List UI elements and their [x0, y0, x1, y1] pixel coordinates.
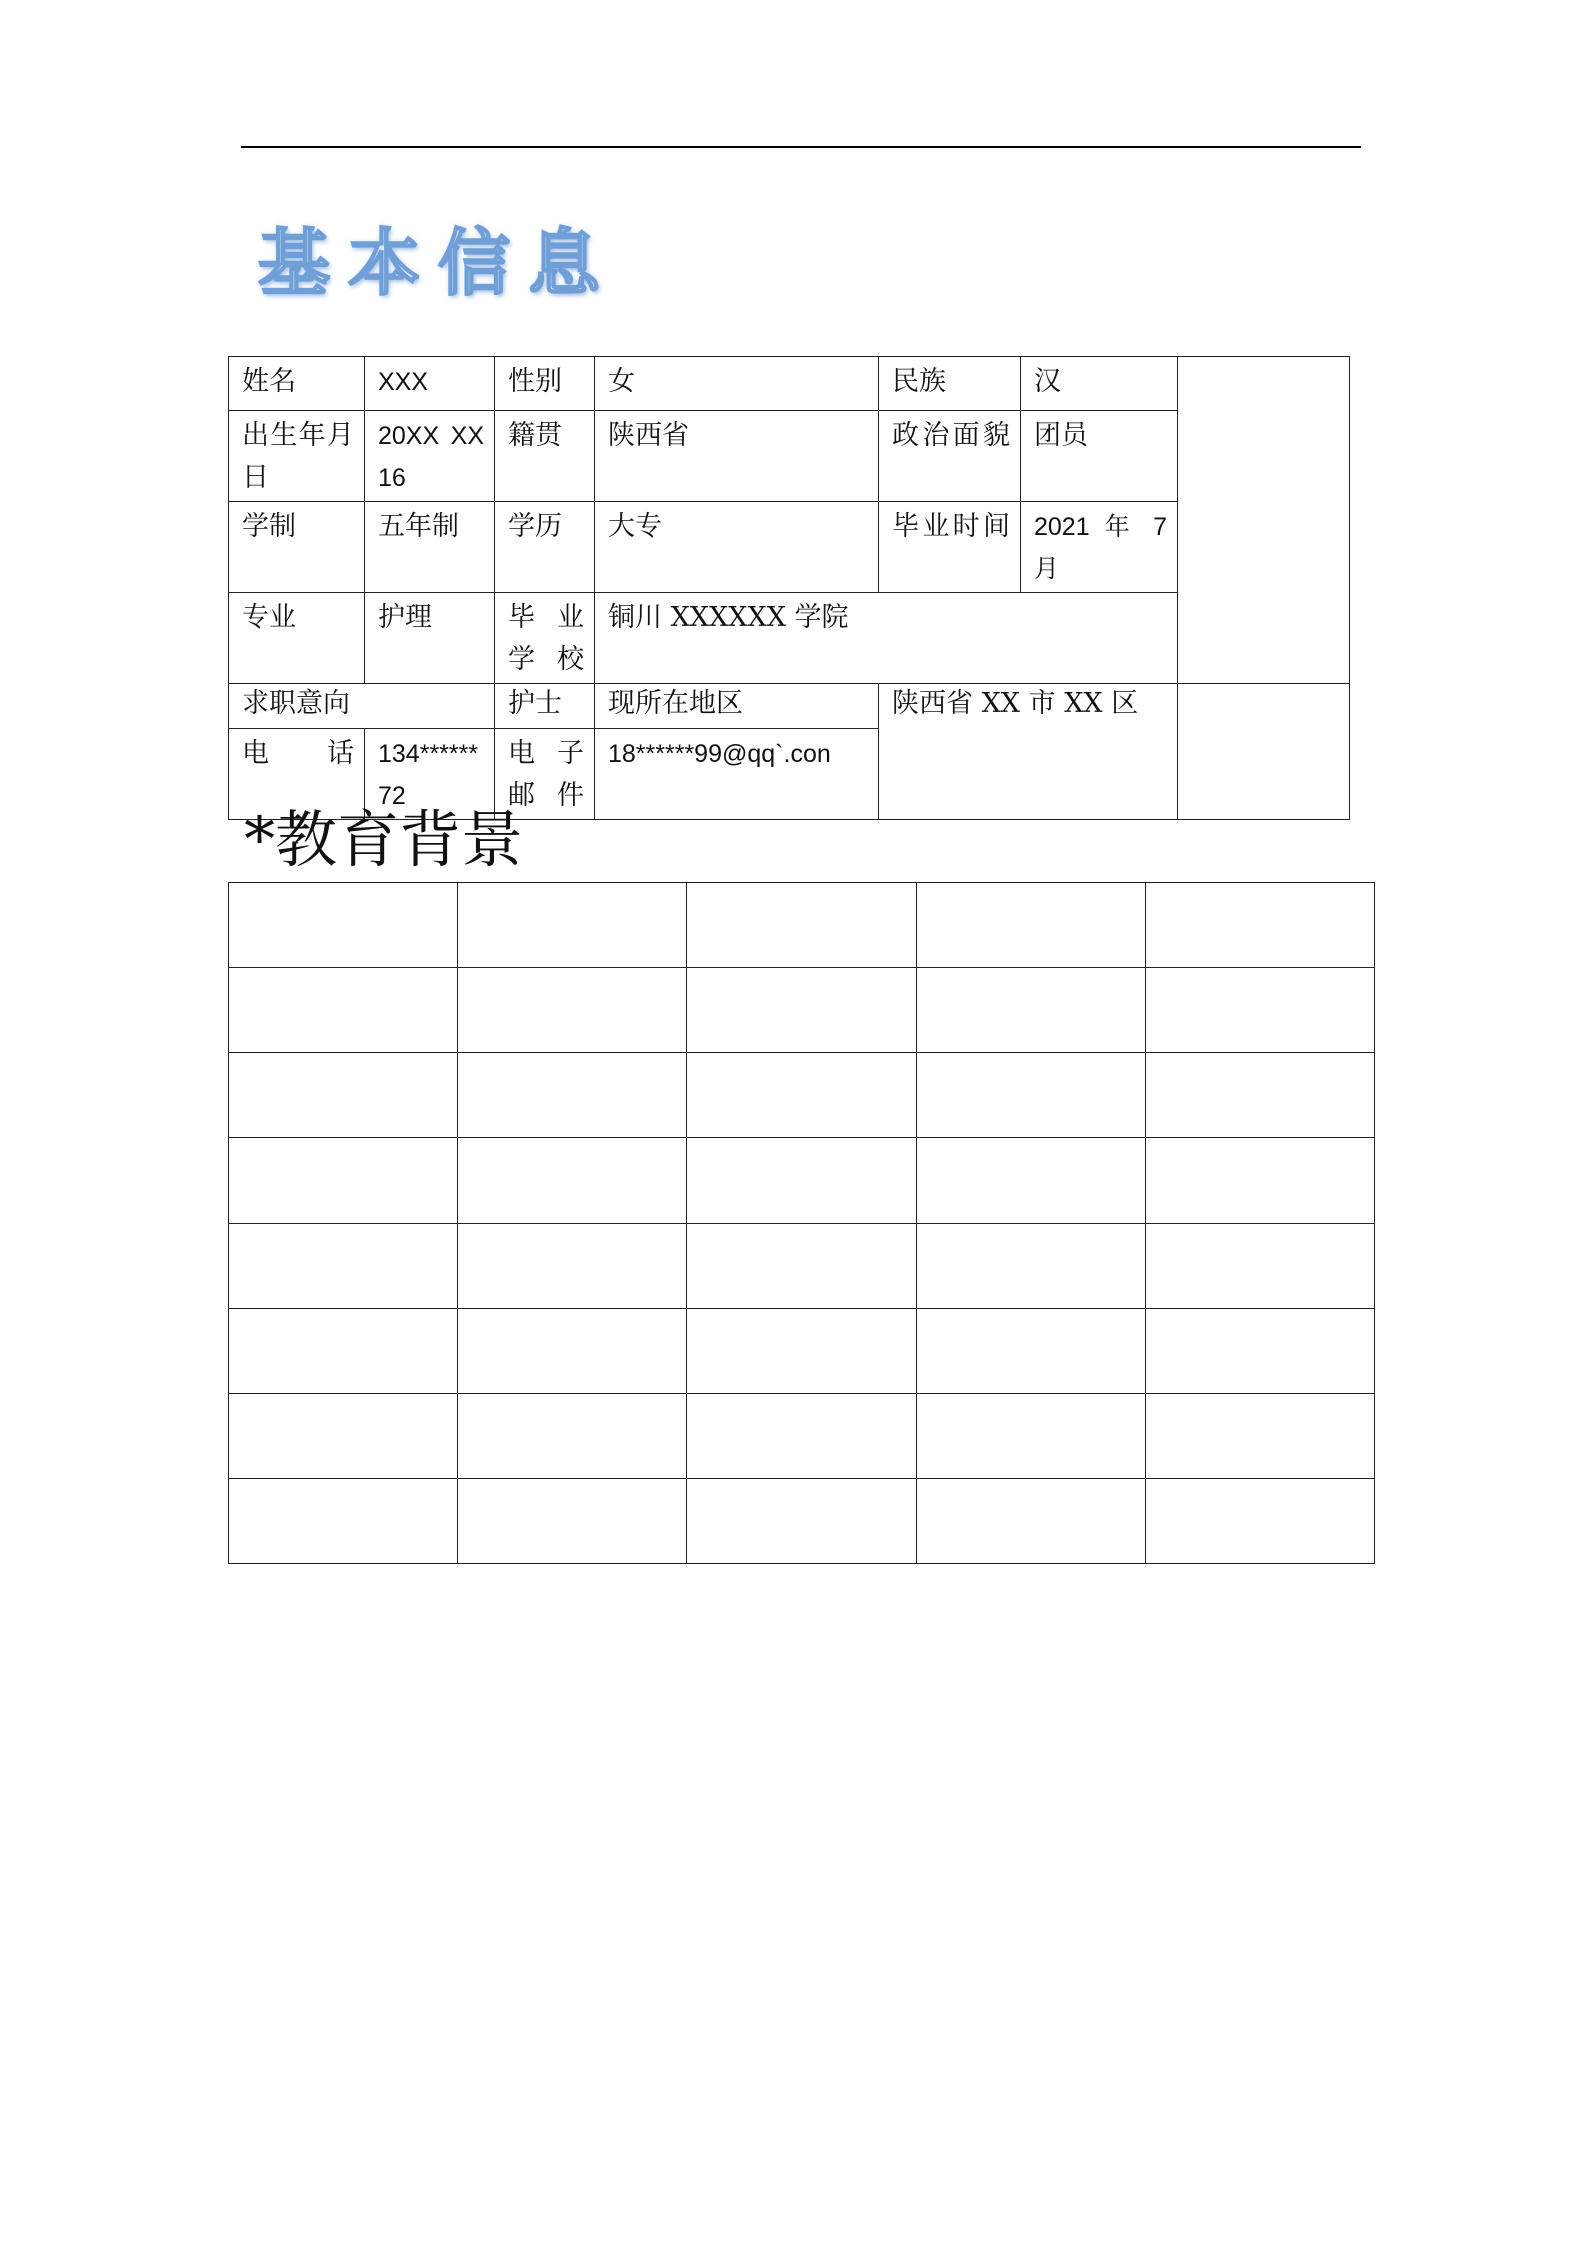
- current-location-value: 陕西省 XX 市 XX 区: [879, 684, 1178, 820]
- extra-cell: [1178, 684, 1350, 820]
- education-row: [229, 1393, 1375, 1478]
- education-cell: [1145, 1053, 1374, 1138]
- education-cell: [916, 1223, 1145, 1308]
- graduation-time-value: 2021 年 7 月: [1021, 502, 1178, 593]
- education-row: [229, 1308, 1375, 1393]
- education-row: [229, 1053, 1375, 1138]
- education-cell: [458, 1478, 687, 1563]
- job-intention-value: 护士: [495, 684, 595, 729]
- education-cell: [1145, 968, 1374, 1053]
- major-label: 专业: [229, 593, 365, 684]
- education-cell: [687, 883, 916, 968]
- phone-label: 电话: [229, 729, 365, 820]
- graduation-time-label: 毕业时间: [879, 502, 1021, 593]
- education-row: [229, 883, 1375, 968]
- education-cell: [458, 1393, 687, 1478]
- education-cell: [458, 1053, 687, 1138]
- education-cell: [1145, 1393, 1374, 1478]
- education-cell: [458, 1308, 687, 1393]
- education-cell: [458, 883, 687, 968]
- education-cell: [458, 968, 687, 1053]
- education-cell: [229, 1393, 458, 1478]
- basic-info-title: 基本信息: [258, 220, 619, 305]
- education-cell: [229, 883, 458, 968]
- current-location-label: 现所在地区: [595, 684, 879, 729]
- education-cell: [916, 1393, 1145, 1478]
- education-cell: [229, 968, 458, 1053]
- education-cell: [1145, 1138, 1374, 1223]
- schooling-label: 学制: [229, 502, 365, 593]
- education-cell: [1145, 1478, 1374, 1563]
- education-value: 大专: [595, 502, 879, 593]
- major-value: 护理: [365, 593, 495, 684]
- education-cell: [687, 1393, 916, 1478]
- ethnicity-label: 民族: [879, 357, 1021, 411]
- graduation-school-label: 毕业学校: [495, 593, 595, 684]
- education-background-title: *教育背景: [244, 803, 524, 876]
- graduation-school-value: 铜川 XXXXXX 学院: [595, 593, 1178, 684]
- header-rule: [241, 146, 1361, 148]
- education-cell: [916, 1308, 1145, 1393]
- birth-label: 出生年月日: [229, 411, 365, 502]
- job-intention-label: 求职意向: [229, 684, 495, 729]
- education-cell: [229, 1478, 458, 1563]
- education-cell: [687, 1138, 916, 1223]
- email-label: 电子邮件: [495, 729, 595, 820]
- education-cell: [687, 1478, 916, 1563]
- education-cell: [458, 1138, 687, 1223]
- education-cell: [1145, 1223, 1374, 1308]
- education-table: [228, 882, 1375, 1564]
- education-cell: [687, 968, 916, 1053]
- education-cell: [229, 1223, 458, 1308]
- education-label: 学历: [495, 502, 595, 593]
- ethnicity-value: 汉: [1021, 357, 1178, 411]
- education-cell: [229, 1308, 458, 1393]
- education-row: [229, 1138, 1375, 1223]
- gender-label: 性别: [495, 357, 595, 411]
- education-cell: [916, 968, 1145, 1053]
- education-cell: [458, 1223, 687, 1308]
- education-cell: [916, 1053, 1145, 1138]
- education-cell: [687, 1308, 916, 1393]
- phone-value: 134******72: [365, 729, 495, 820]
- name-label: 姓名: [229, 357, 365, 411]
- education-cell: [916, 1478, 1145, 1563]
- education-cell: [1145, 883, 1374, 968]
- birth-value: 20XX XX 16: [365, 411, 495, 502]
- political-status-label: 政治面貌: [879, 411, 1021, 502]
- education-row: [229, 1478, 1375, 1563]
- education-cell: [1145, 1308, 1374, 1393]
- political-status-value: 团员: [1021, 411, 1178, 502]
- education-cell: [229, 1138, 458, 1223]
- education-row: [229, 1223, 1375, 1308]
- basic-info-table: [228, 356, 1350, 820]
- education-cell: [229, 1053, 458, 1138]
- native-place-value: 陕西省: [595, 411, 879, 502]
- education-cell: [687, 1223, 916, 1308]
- photo-cell: [1178, 357, 1350, 684]
- email-value: 18******99@qq`.con: [595, 729, 879, 820]
- name-value: XXX: [365, 357, 495, 411]
- education-cell: [916, 883, 1145, 968]
- education-cell: [916, 1138, 1145, 1223]
- schooling-value: 五年制: [365, 502, 495, 593]
- education-row: [229, 968, 1375, 1053]
- native-place-label: 籍贯: [495, 411, 595, 502]
- gender-value: 女: [595, 357, 879, 411]
- education-cell: [687, 1053, 916, 1138]
